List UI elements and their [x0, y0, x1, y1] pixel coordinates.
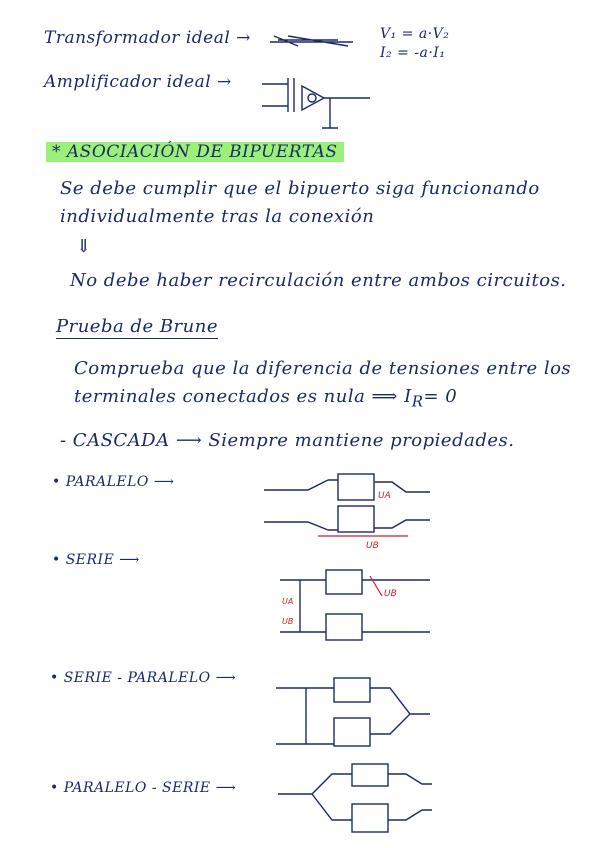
paragraph-2: No debe haber recirculación entre ambos circuitos. [70, 270, 567, 291]
serie-label: • SERIE ⟶ [52, 552, 140, 568]
amplifier-symbol [258, 78, 378, 134]
cascada-line: - CASCADA ⟶ Siempre mantiene propiedades. [60, 430, 515, 451]
paralelo-serie-diagram [272, 760, 452, 840]
transformador-line: Transformador ideal → [44, 28, 251, 48]
asociacion-heading [46, 142, 344, 162]
ub-label: UB [366, 541, 379, 551]
serie-diagram [270, 562, 450, 648]
ua-label: UA [378, 491, 391, 501]
trans-eq1: V₁ = a·V₂ [380, 26, 450, 42]
brune-subscript: R [411, 392, 424, 411]
ub-serie-label: UB [384, 589, 397, 599]
arrow-down-icon: ⇓ [76, 236, 92, 257]
paragraph-1a: Se debe cumplir que el bipuerto siga funcionando [60, 178, 540, 199]
serie-paralelo-diagram [270, 674, 450, 754]
brune-line-2-end: = 0 [423, 386, 458, 407]
paragraph-1b: individualmente tras la conexión [60, 206, 375, 227]
ua-left-label: UA [282, 597, 294, 606]
transformer-symbol [268, 32, 358, 48]
trans-eq2: I₂ = -a·I₁ [380, 45, 446, 61]
ub-left-label: UB [282, 617, 294, 626]
amplificador-line: Amplificador ideal → [44, 72, 232, 92]
brune-title [56, 316, 218, 337]
serie-paralelo-label: • SERIE - PARALELO ⟶ [50, 670, 237, 686]
brune-line-2-text: terminales conectados es nula ⟹ I [74, 386, 412, 407]
brune-title-text: Prueba de Brune [56, 316, 219, 337]
paralelo-label: • PARALELO ⟶ [52, 474, 175, 490]
paralelo-serie-label: • PARALELO - SERIE ⟶ [50, 780, 237, 796]
brune-line-1: Comprueba que la diferencia de tensiones entre los [74, 358, 572, 379]
paralelo-diagram [258, 470, 438, 550]
asociacion-highlight: * ASOCIACIÓN DE BIPUERTAS [46, 142, 344, 162]
brune-line-2 [74, 386, 457, 411]
